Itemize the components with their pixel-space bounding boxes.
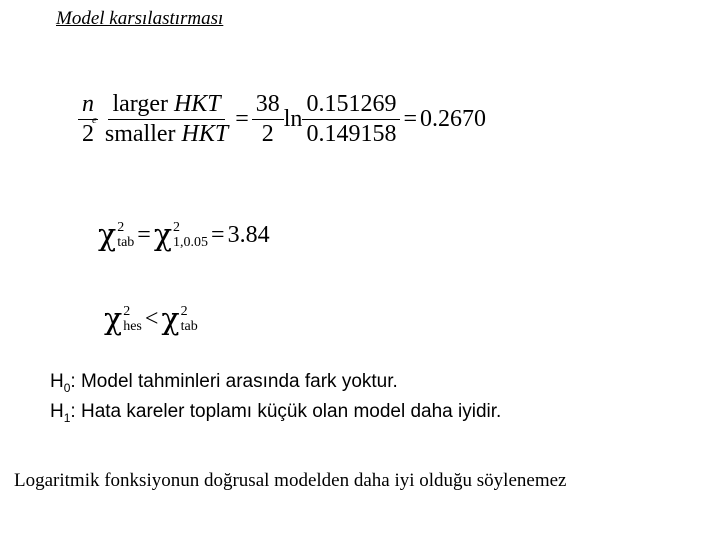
page-title: Model karsılastırması <box>56 8 224 29</box>
less-than-sign: < <box>144 306 159 332</box>
alternative-hypothesis: $H_1$: Hata kareler toplamı küçük olan model daha iyidir. <box>50 400 502 425</box>
38-over-2-fraction: $\frac{38}{2}$ <box>252 92 284 147</box>
hkt-ratio-fraction <box>101 92 232 147</box>
chi-square-comparison: χ 2 hes < χ 2 tab <box>104 302 198 337</box>
two-denominator: 2 <box>82 121 94 148</box>
likelihood-ratio-equation <box>78 92 486 147</box>
ln-operator: ln <box>283 106 303 133</box>
chi-symbol: χ <box>104 302 123 337</box>
e-subscript: e <box>92 113 97 126</box>
larger-hkt: larger HKT <box>108 92 224 120</box>
chi-square-table-equation: χ 2 tab = χ 2 1,0.05 = 3.84 <box>98 218 270 253</box>
equals-sign: = <box>235 106 249 133</box>
equation-result: 0.2670 <box>419 106 486 133</box>
n-numerator: n <box>78 92 98 120</box>
hypotheses-block <box>50 370 501 430</box>
chi-symbol: χ <box>153 218 173 253</box>
chi-table-value: 3.84 <box>227 222 270 248</box>
equals-sign: = <box>403 106 417 133</box>
conclusion-text: Logaritmik fonksiyonun doğrusal modelden daha iyi olduğu söylenemez <box>14 470 567 491</box>
chi-symbol: χ <box>98 218 117 253</box>
chi-symbol: χ <box>161 302 180 337</box>
value-ratio-fraction: $\frac{0.151269}{0.149158}$ <box>302 92 400 147</box>
smaller-hkt: smaller HKT <box>104 121 229 148</box>
null-hypothesis: $H_0$: Model tahminleri arasında fark yoktur. <box>50 371 398 395</box>
